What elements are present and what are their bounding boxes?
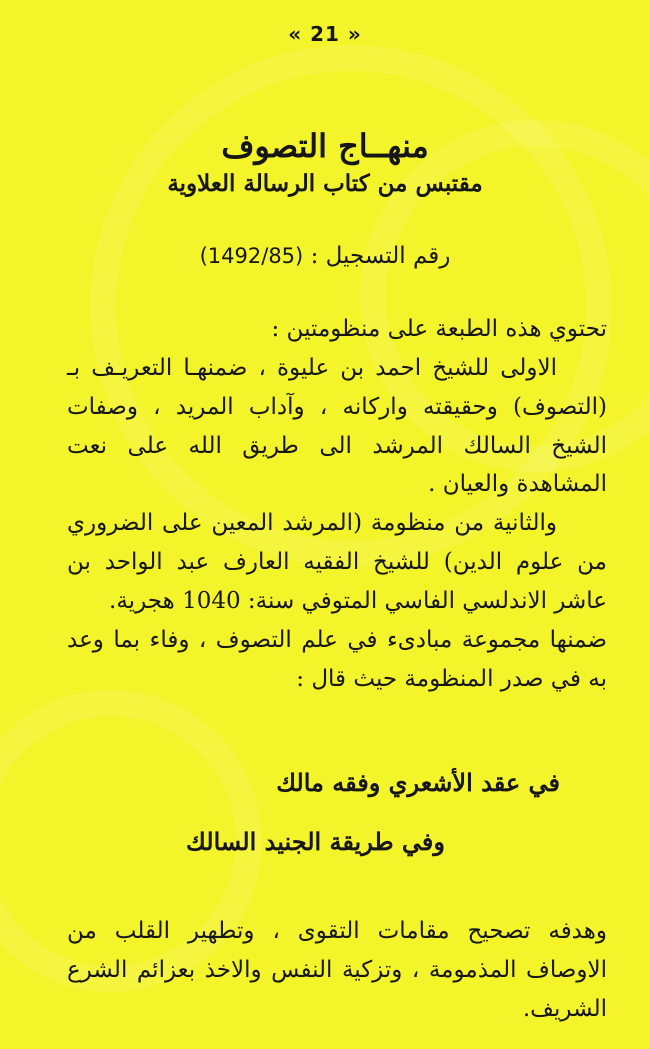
registration-number: (1492/85) [199,244,304,268]
page-number: « 21 » [288,22,362,46]
document-title: منهــاج التصوف [221,127,429,165]
second-poem-paragraph: والثانية من منظومة (المرشد المعين على الضروري من علوم الدين) للشيخ الفقيه العارف عبد الواحد بن عاشر الاندلسي الفاسي المتوفي سنة: 1040 هجرية. [67,510,607,615]
body-text [67,310,607,699]
first-poem-paragraph: الاولى للشيخ احمد بن عليوة ، ضمنهـا التعريـف بـ (التصوف) وحقيقته واركانه ، وآداب المريد ، وصفات الشيخ السالك المرشد الى طريق الله على نعت المشاهدة والعيان . [67,354,607,498]
closing-paragraph: وهدفه تصحيح مقامات التقوى ، وتطهير القلب من الاوصاف المذمومة ، وتزكية النفس والاخذ بعزائم الشرع الشريف. [67,918,607,1023]
verse-line-2: وفي طريقة الجنيد السالك [186,827,445,856]
content-paragraph: ضمنها مجموعة مبادىء في علم التصوف ، وفاء بما وعد به في صدر المنظومة حيث قال : [67,626,607,692]
registration-line [0,243,650,269]
intro-paragraph: تحتوي هذه الطبعة على منظومتين : [271,316,607,342]
verse-line-1: في عقد الأشعري وفقه مالك [276,768,560,797]
registration-label: رقم التسجيل : [310,243,451,269]
document-subtitle: مقتبس من كتاب الرسالة العلاوية [167,170,483,197]
